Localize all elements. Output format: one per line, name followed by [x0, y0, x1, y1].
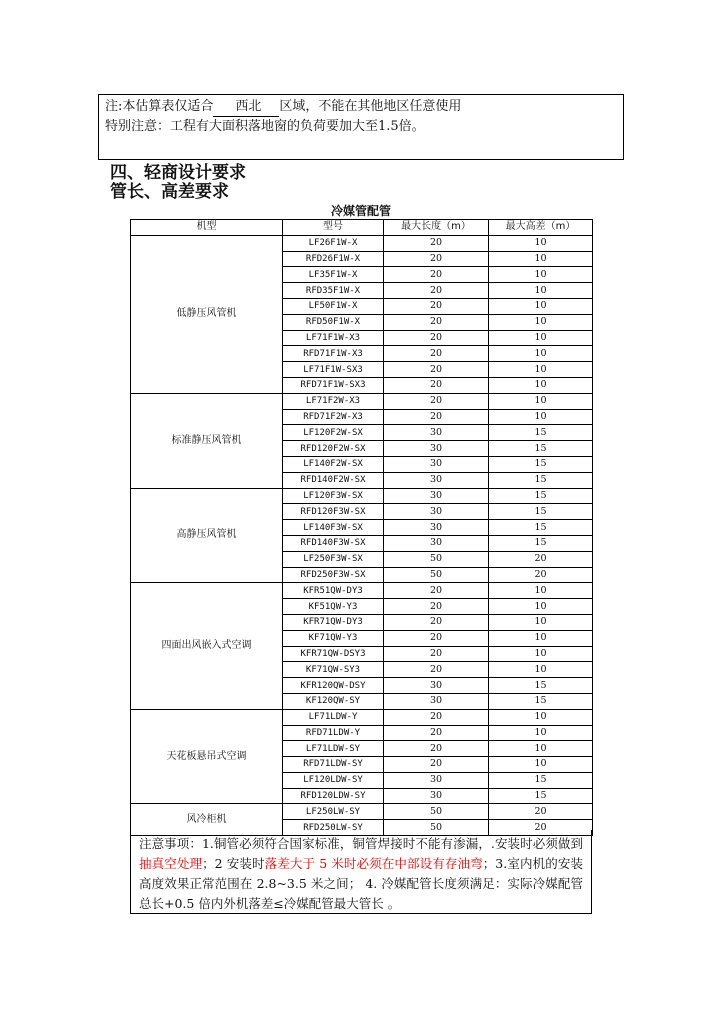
model-number-cell: RFD26F1W-X: [283, 251, 384, 267]
max-height-cell: 10: [489, 614, 593, 630]
header-model-number: 型号: [283, 220, 384, 236]
model-number-cell: RFD120LDW-SY: [283, 788, 384, 804]
max-length-cell: 50: [384, 804, 489, 820]
model-number-cell: RFD250LW-SY: [283, 820, 384, 836]
region-note-line: [105, 97, 617, 117]
max-height-cell: 10: [489, 314, 593, 330]
table-header-row: [131, 220, 593, 236]
subsection-heading: 管长、高差要求: [110, 182, 229, 202]
model-number-cell: LF35F1W-X: [283, 267, 384, 283]
max-height-cell: 20: [489, 820, 593, 836]
max-length-cell: 20: [384, 251, 489, 267]
max-length-cell: 30: [384, 535, 489, 551]
max-length-cell: 20: [384, 662, 489, 678]
model-number-cell: LF71LDW-Y: [283, 709, 384, 725]
max-length-cell: 50: [384, 820, 489, 836]
table-title: 冷媒管配管: [330, 204, 391, 218]
note-prefix: 注:本估算表仅适合: [105, 99, 214, 114]
model-number-cell: KF120QW-SY: [283, 693, 384, 709]
max-height-cell: 15: [489, 520, 593, 536]
model-number-cell: RFD71F2W-X3: [283, 409, 384, 425]
model-number-cell: KFR71QW-DSY3: [283, 646, 384, 662]
max-height-cell: 15: [489, 488, 593, 504]
max-length-cell: 30: [384, 425, 489, 441]
model-number-cell: KF71QW-SY3: [283, 662, 384, 678]
max-length-cell: 20: [384, 283, 489, 299]
max-length-cell: 20: [384, 362, 489, 378]
max-length-cell: 30: [384, 472, 489, 488]
max-height-cell: 15: [489, 425, 593, 441]
max-length-cell: 20: [384, 377, 489, 393]
model-number-cell: RFD71LDW-SY: [283, 757, 384, 773]
model-type-cell: 风冷柜机: [131, 804, 283, 836]
model-number-cell: LF140F3W-SX: [283, 520, 384, 536]
model-number-cell: LF120F3W-SX: [283, 488, 384, 504]
table-row: [131, 393, 593, 409]
notes-highlight: 落差大于 5 米时必须在中部设有存油弯: [264, 856, 483, 871]
model-number-cell: LF71F2W-X3: [283, 393, 384, 409]
max-length-cell: 50: [384, 567, 489, 583]
model-type-cell: 标准静压风管机: [131, 393, 283, 488]
model-number-cell: LF50F1W-X: [283, 298, 384, 314]
model-number-cell: RFD50F1W-X: [283, 314, 384, 330]
notes-text: ；3.室内机的安装高度效果正常范围在 2.8~3.5 米之间； 4. 冷媒配管长度须满足：实际冷媒配管总长+0.5 倍内外机落差≤冷媒配管最大管长 。: [139, 856, 583, 911]
max-height-cell: 15: [489, 535, 593, 551]
max-height-cell: 10: [489, 757, 593, 773]
max-height-cell: 10: [489, 646, 593, 662]
table-row: [131, 583, 593, 599]
model-number-cell: KF51QW-Y3: [283, 599, 384, 615]
max-length-cell: 20: [384, 630, 489, 646]
max-height-cell: 10: [489, 377, 593, 393]
max-length-cell: 20: [384, 614, 489, 630]
header-model-type: 机型: [131, 220, 283, 236]
max-length-cell: 20: [384, 330, 489, 346]
max-length-cell: 30: [384, 788, 489, 804]
max-length-cell: 20: [384, 409, 489, 425]
max-height-cell: 15: [489, 772, 593, 788]
max-height-cell: 10: [489, 283, 593, 299]
max-height-cell: 10: [489, 393, 593, 409]
max-length-cell: 30: [384, 772, 489, 788]
max-height-cell: 10: [489, 346, 593, 362]
model-type-cell: 天花板悬吊式空调: [131, 709, 283, 804]
max-height-cell: 15: [489, 678, 593, 694]
max-height-cell: 15: [489, 693, 593, 709]
max-length-cell: 20: [384, 298, 489, 314]
max-height-cell: 10: [489, 409, 593, 425]
max-length-cell: 30: [384, 678, 489, 694]
model-number-cell: RFD71F1W-SX3: [283, 377, 384, 393]
notes-text: ；2 安装时: [202, 856, 265, 871]
model-number-cell: LF250F3W-SX: [283, 551, 384, 567]
max-length-cell: 20: [384, 725, 489, 741]
table-row: [131, 488, 593, 504]
special-note-line: 特别注意：工程有大面积落地窗的负荷要加大至1.5倍。: [105, 119, 425, 134]
max-height-cell: 10: [489, 362, 593, 378]
model-number-cell: LF71F1W-SX3: [283, 362, 384, 378]
max-length-cell: 30: [384, 441, 489, 457]
max-length-cell: 20: [384, 346, 489, 362]
max-length-cell: 30: [384, 693, 489, 709]
model-number-cell: LF26F1W-X: [283, 235, 384, 251]
table-row: [131, 709, 593, 725]
model-number-cell: KFR71QW-DY3: [283, 614, 384, 630]
max-height-cell: 10: [489, 630, 593, 646]
model-number-cell: RFD35F1W-X: [283, 283, 384, 299]
model-number-cell: KFR51QW-DY3: [283, 583, 384, 599]
model-number-cell: RFD140F3W-SX: [283, 535, 384, 551]
max-length-cell: 20: [384, 646, 489, 662]
max-length-cell: 50: [384, 551, 489, 567]
model-number-cell: RFD250F3W-SX: [283, 567, 384, 583]
notes-cell: [130, 830, 592, 914]
model-number-cell: LF120LDW-SY: [283, 772, 384, 788]
max-length-cell: 30: [384, 488, 489, 504]
max-height-cell: 10: [489, 235, 593, 251]
max-length-cell: 20: [384, 235, 489, 251]
max-height-cell: 10: [489, 298, 593, 314]
table-row: [131, 235, 593, 251]
max-height-cell: 10: [489, 583, 593, 599]
header-max-length: 最大长度（m）: [384, 220, 489, 236]
notes-highlight: 抽真空处理: [139, 856, 203, 871]
max-height-cell: 10: [489, 725, 593, 741]
max-length-cell: 30: [384, 456, 489, 472]
max-length-cell: 20: [384, 757, 489, 773]
max-height-cell: 15: [489, 441, 593, 457]
model-type-cell: 四面出风嵌入式空调: [131, 583, 283, 709]
table-body: [131, 235, 593, 835]
max-height-cell: 10: [489, 251, 593, 267]
max-length-cell: 30: [384, 520, 489, 536]
model-type-cell: 低静压风管机: [131, 235, 283, 393]
model-number-cell: LF71LDW-SY: [283, 741, 384, 757]
max-height-cell: 10: [489, 267, 593, 283]
model-number-cell: RFD71LDW-Y: [283, 725, 384, 741]
max-height-cell: 10: [489, 709, 593, 725]
max-length-cell: 20: [384, 393, 489, 409]
max-height-cell: 15: [489, 456, 593, 472]
model-number-cell: RFD120F2W-SX: [283, 441, 384, 457]
model-number-cell: LF140F2W-SX: [283, 456, 384, 472]
max-height-cell: 20: [489, 804, 593, 820]
model-number-cell: LF120F2W-SX: [283, 425, 384, 441]
max-height-cell: 15: [489, 788, 593, 804]
max-height-cell: 10: [489, 741, 593, 757]
model-number-cell: RFD71F1W-X3: [283, 346, 384, 362]
max-length-cell: 20: [384, 741, 489, 757]
model-number-cell: RFD140F2W-SX: [283, 472, 384, 488]
max-length-cell: 20: [384, 709, 489, 725]
piping-spec-table: [130, 219, 593, 836]
model-number-cell: KF71QW-Y3: [283, 630, 384, 646]
max-length-cell: 20: [384, 267, 489, 283]
max-length-cell: 20: [384, 583, 489, 599]
max-length-cell: 30: [384, 504, 489, 520]
max-height-cell: 15: [489, 504, 593, 520]
model-number-cell: KFR120QW-DSY: [283, 678, 384, 694]
note-suffix: 区域，不能在其他地区任意使用: [279, 99, 462, 114]
header-max-height: 最大高差（m）: [489, 220, 593, 236]
notes-text: 注意事项：1.铜管必须符合国家标准，铜管焊接时不能有渗漏，.安装时必须做到: [139, 836, 583, 851]
max-height-cell: 20: [489, 567, 593, 583]
max-height-cell: 10: [489, 662, 593, 678]
max-length-cell: 20: [384, 599, 489, 615]
model-number-cell: LF71F1W-X3: [283, 330, 384, 346]
region-note-box: [98, 94, 624, 160]
max-length-cell: 20: [384, 314, 489, 330]
section-heading: 四、轻商设计要求: [110, 163, 246, 183]
max-height-cell: 20: [489, 551, 593, 567]
model-number-cell: LF250LW-SY: [283, 804, 384, 820]
model-number-cell: RFD120F3W-SX: [283, 504, 384, 520]
table-row: [131, 804, 593, 820]
max-height-cell: 10: [489, 599, 593, 615]
model-type-cell: 高静压风管机: [131, 488, 283, 583]
max-height-cell: 10: [489, 330, 593, 346]
region-value: 西北: [213, 97, 279, 117]
max-height-cell: 15: [489, 472, 593, 488]
